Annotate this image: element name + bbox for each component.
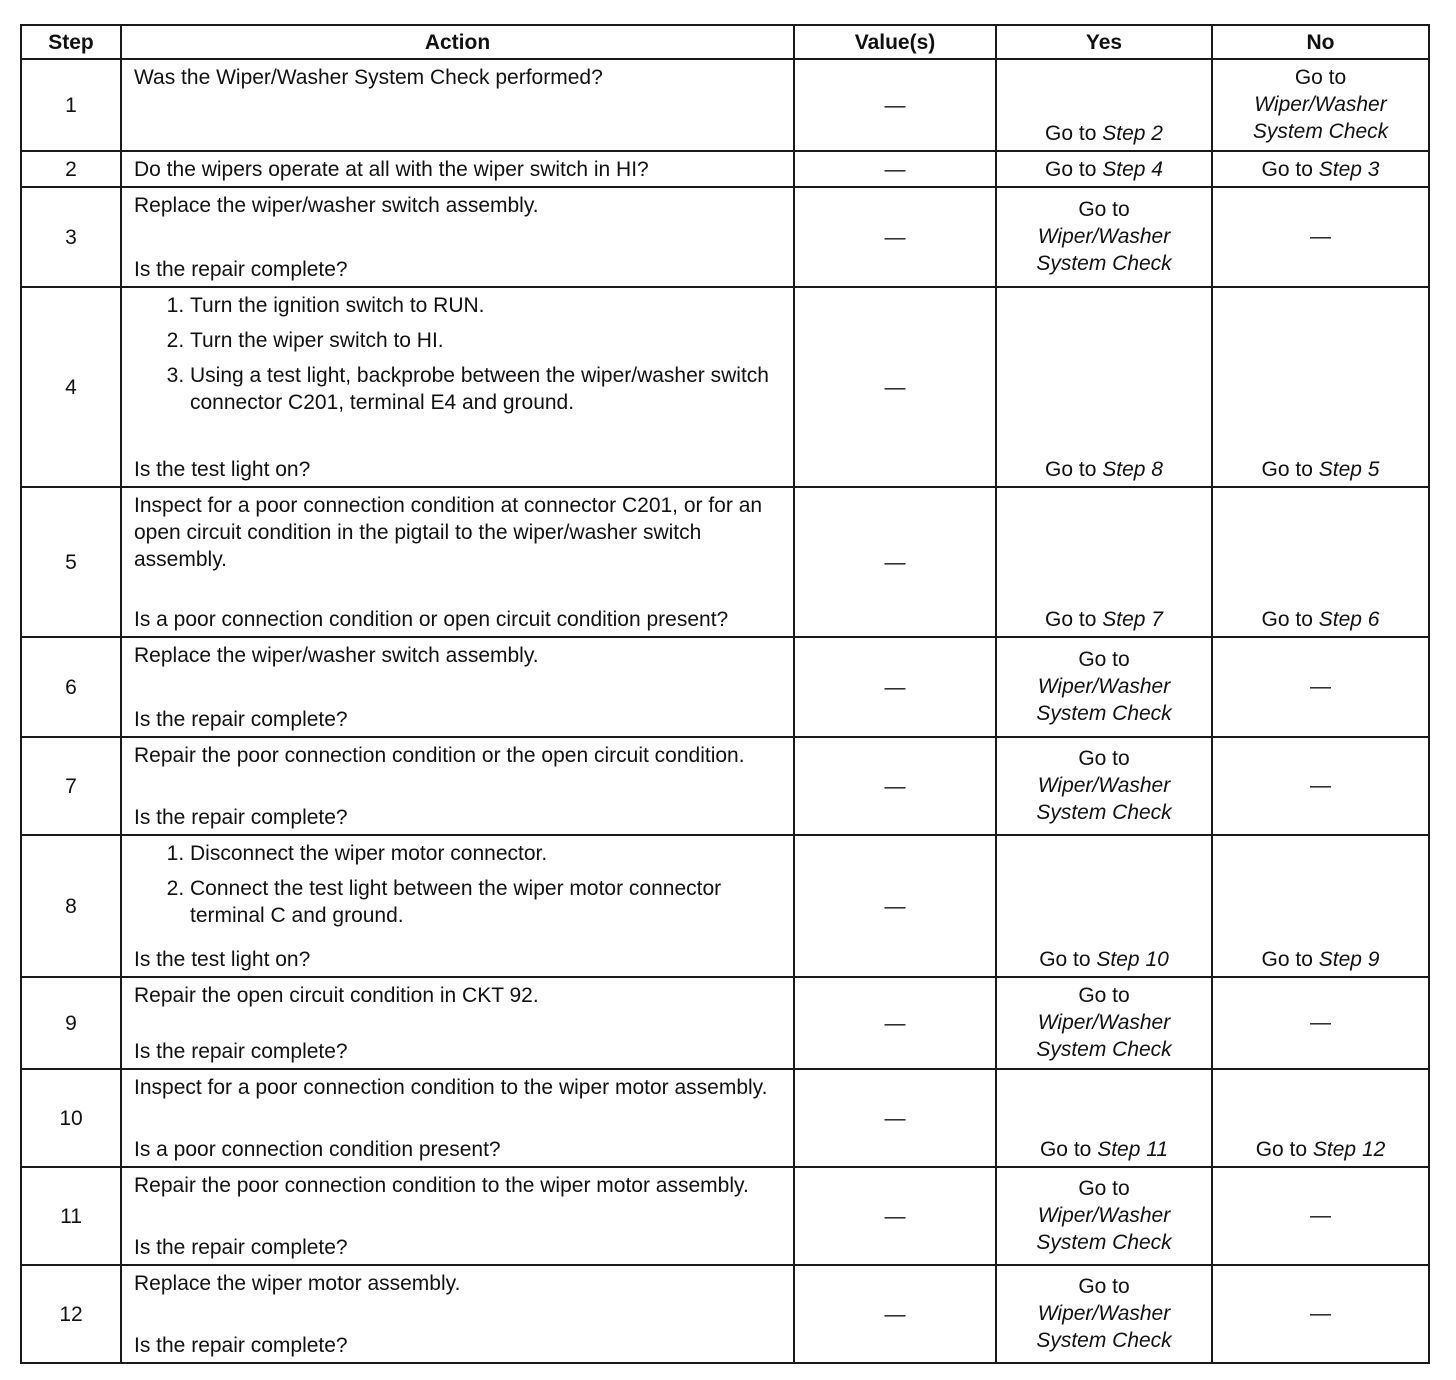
action-content [134,292,783,483]
yes-cell [996,737,1212,835]
no-cell [1212,835,1429,977]
action-content [134,492,783,633]
value-cell: — [794,151,996,187]
header-values: Value(s) [794,25,996,59]
step-number: 10 [21,1069,121,1167]
header-step: Step [21,25,121,59]
substep-item: 2. Turn the wiper switch to HI. [190,327,783,354]
yes-cell [996,1265,1212,1363]
goto-check-line2: System Check [1036,1038,1172,1061]
table-row [21,835,1429,977]
action-cell [121,977,794,1069]
goto-text: Go to [1039,1138,1092,1161]
action-question: Is a poor connection condition or open circuit condition present? [134,608,729,631]
value-cell: — [794,1265,996,1363]
goto-step: Step 9 [1318,948,1380,971]
goto-step: Step 5 [1318,458,1380,481]
substep-list [134,840,783,929]
no-cell [1212,151,1429,187]
table-row [21,1069,1429,1167]
value-cell: — [794,835,996,977]
step-number: 1 [21,59,121,151]
action-text: Was the Wiper/Washer System Check performed? [134,66,603,89]
table-row [21,737,1429,835]
yes-cell [996,835,1212,977]
header-action: Action [121,25,794,59]
action-content [134,982,783,1065]
action-main [134,1172,783,1199]
action-text: Replace the wiper/washer switch assembly. [134,194,539,217]
action-question: Is the repair complete? [134,1236,348,1259]
goto-text: Go to [1045,158,1097,181]
goto-text: Go to [1078,1275,1130,1298]
goto-check-line2: System Check [1036,702,1172,725]
action-cell [121,187,794,287]
goto-text: Go to [1261,608,1313,631]
goto-check-line1: Wiper/Washer [1037,1204,1171,1227]
action-cell [121,637,794,737]
action-cell [121,487,794,637]
no-cell [1212,1069,1429,1167]
action-question: Is the repair complete? [134,806,348,829]
yes-cell [996,637,1212,737]
action-text: Replace the wiper/washer switch assembly. [134,644,539,667]
action-cell [121,737,794,835]
table-row [21,287,1429,487]
action-content [134,1074,783,1163]
value-cell: — [794,287,996,487]
no-cell: — [1212,187,1429,287]
goto-step: Step 2 [1102,122,1163,145]
value-cell: — [794,487,996,637]
table-row [21,151,1429,187]
header-row [21,25,1429,59]
goto-step: Step 8 [1102,458,1163,481]
step-number: 11 [21,1167,121,1265]
goto-text: Go to [1078,1177,1130,1200]
step-number: 12 [21,1265,121,1363]
action-text: Do the wipers operate at all with the wiper switch in HI? [134,158,649,181]
step-number: 3 [21,187,121,287]
action-main [134,982,783,1009]
value-cell: — [794,637,996,737]
action-question: Is the repair complete? [134,708,348,731]
goto-text: Go to [1261,458,1313,481]
table-row [21,487,1429,637]
yes-cell [996,59,1212,151]
yes-cell [996,187,1212,287]
action-main [134,742,783,769]
table-row [21,637,1429,737]
action-question: Is the repair complete? [134,1040,348,1063]
action-text: Repair the open circuit condition in CKT 92. [134,984,539,1007]
no-cell: — [1212,977,1429,1069]
action-main [134,64,783,91]
action-main [134,642,783,669]
action-text: Replace the wiper motor assembly. [134,1272,461,1295]
action-cell [121,59,794,151]
action-cell [121,835,794,977]
goto-step: Step 10 [1096,948,1169,971]
goto-step: Step 3 [1318,158,1380,181]
goto-check-line1: Wiper/Washer [1254,93,1387,116]
action-content [134,156,783,183]
goto-text: Go to [1078,648,1130,671]
action-question: Is the repair complete? [134,258,348,281]
goto-text: Go to [1078,198,1130,221]
substep-item: 1. Disconnect the wiper motor connector. [190,840,783,867]
step-number: 4 [21,287,121,487]
goto-check-line2: System Check [1036,1329,1172,1352]
goto-check-line1: Wiper/Washer [1037,1302,1171,1325]
goto-step: Step 4 [1102,158,1163,181]
action-main [134,840,783,933]
action-main [134,1270,783,1297]
header-yes: Yes [996,25,1212,59]
header-no: No [1212,25,1429,59]
no-cell: — [1212,737,1429,835]
action-cell [121,287,794,487]
yes-cell [996,1069,1212,1167]
value-cell: — [794,1167,996,1265]
action-cell [121,151,794,187]
value-cell: — [794,737,996,835]
table-row [21,187,1429,287]
goto-text: Go to [1261,948,1313,971]
goto-check-line2: System Check [1036,801,1172,824]
goto-text: Go to [1255,1138,1308,1161]
action-content [134,192,783,283]
goto-step: Step 11 [1097,1138,1169,1161]
no-cell [1212,287,1429,487]
goto-check-line1: Wiper/Washer [1037,225,1171,248]
yes-cell [996,151,1212,187]
action-question: Is the test light on? [134,458,311,481]
goto-text: Go to [1039,948,1091,971]
goto-check-line2: System Check [1036,1231,1172,1254]
step-number: 5 [21,487,121,637]
step-number: 6 [21,637,121,737]
action-main [134,192,783,219]
action-main [134,1074,783,1101]
goto-text: Go to [1045,458,1097,481]
action-content [134,642,783,733]
no-cell: — [1212,1167,1429,1265]
no-cell [1212,487,1429,637]
goto-text: Go to [1294,66,1347,89]
action-cell [121,1167,794,1265]
action-question: Is the test light on? [134,948,311,971]
action-content [134,1172,783,1261]
no-cell: — [1212,1265,1429,1363]
action-content [134,1270,783,1359]
value-cell: — [794,1069,996,1167]
goto-step: Step 12 [1312,1138,1386,1161]
action-main [134,492,783,573]
diagnostic-table [20,24,1430,1364]
goto-text: Go to [1045,122,1097,145]
action-text: Inspect for a poor connection condition to the wiper motor assembly. [134,1076,768,1099]
action-text: Inspect for a poor connection condition at connector C201, or for an open circuit condition in the pigtail to the wiper/washer switch assembly. [134,494,763,571]
substep-item: 3. Using a test light, backprobe between the wiper/washer switch connector C201, terminal E4 and ground. [190,362,783,416]
action-cell [121,1069,794,1167]
goto-text: Go to [1045,608,1097,631]
yes-cell [996,977,1212,1069]
goto-check-line2: System Check [1036,252,1172,275]
goto-check-line1: Wiper/Washer [1037,774,1171,797]
goto-step: Step 6 [1318,608,1380,631]
action-question: Is a poor connection condition present? [134,1138,501,1161]
goto-step: Step 7 [1102,608,1163,631]
goto-check-line1: Wiper/Washer [1037,1011,1171,1034]
action-text: Repair the poor connection condition or the open circuit condition. [134,744,745,767]
no-cell: — [1212,637,1429,737]
step-number: 2 [21,151,121,187]
action-content [134,64,783,147]
no-cell [1212,59,1429,151]
substep-item: 2. Connect the test light between the wiper motor connector terminal C and ground. [190,875,783,929]
step-number: 7 [21,737,121,835]
table-body [21,59,1429,1363]
yes-cell [996,1167,1212,1265]
value-cell: — [794,59,996,151]
table-row [21,1265,1429,1363]
table-row [21,977,1429,1069]
goto-text: Go to [1078,984,1130,1007]
goto-check-line1: Wiper/Washer [1037,675,1171,698]
action-content [134,742,783,831]
yes-cell [996,487,1212,637]
action-cell [121,1265,794,1363]
action-main [134,292,783,420]
action-content [134,840,783,973]
goto-text: Go to [1078,747,1130,770]
goto-check-line2: System Check [1252,120,1389,143]
value-cell: — [794,187,996,287]
action-main [134,156,783,183]
yes-cell [996,287,1212,487]
action-question: Is the repair complete? [134,1334,348,1357]
step-number: 8 [21,835,121,977]
table-row [21,1167,1429,1265]
value-cell: — [794,977,996,1069]
table-row [21,59,1429,151]
action-text: Repair the poor connection condition to the wiper motor assembly. [134,1174,749,1197]
goto-text: Go to [1261,158,1313,181]
substep-item: 1. Turn the ignition switch to RUN. [190,292,783,319]
substep-list [134,292,783,416]
step-number: 9 [21,977,121,1069]
